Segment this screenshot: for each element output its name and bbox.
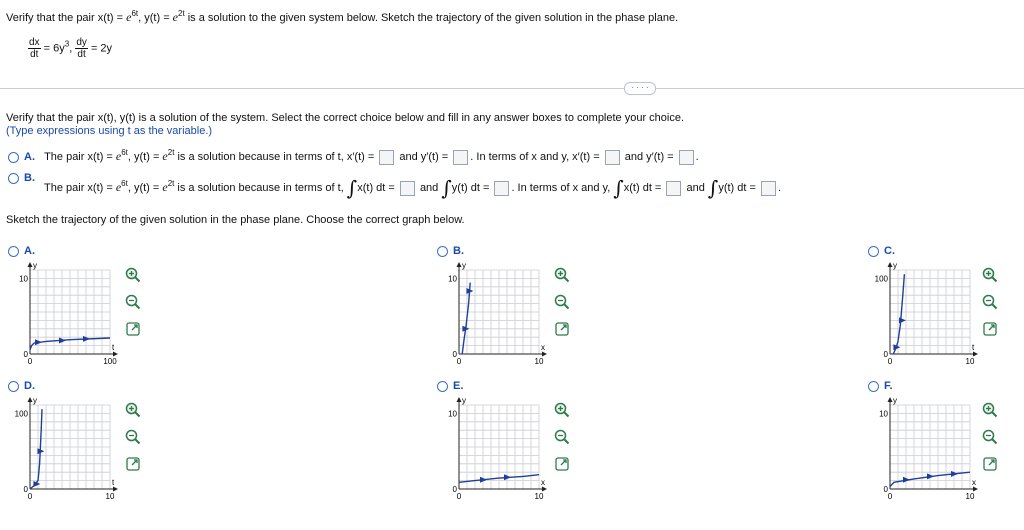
y-zero-label: 0 — [23, 350, 28, 359]
trajectory-arrow — [480, 477, 487, 483]
axes — [30, 264, 116, 354]
part1-hint: (Type expressions using t as the variable.) — [6, 125, 213, 137]
part1-instruction: Verify that the pair x(t), y(t) is a solution of the system. Select the correct choice below and fill in any answer boxes to complete your choice. — [6, 112, 685, 124]
graph-option-c[interactable] — [868, 245, 895, 257]
x-axis-arrow — [113, 352, 118, 357]
trajectory-arrow — [903, 477, 910, 483]
x-axis-label: x — [972, 478, 976, 487]
y-tick-label: 10 — [448, 409, 457, 419]
x-axis-arrow — [542, 352, 547, 357]
option-b-label: B. — [24, 172, 35, 184]
popout-icon[interactable] — [553, 455, 571, 473]
trajectory-arrow — [504, 474, 511, 480]
graph-c — [872, 262, 988, 376]
y-zero-label: 0 — [883, 350, 888, 359]
y-axis-arrow — [457, 397, 462, 402]
y-tick-label: 10 — [19, 274, 28, 284]
graph-radio-a[interactable] — [8, 246, 19, 257]
zoom-in-icon[interactable] — [124, 401, 142, 419]
y-zero-label: 0 — [883, 485, 888, 494]
graph-option-e[interactable] — [437, 380, 463, 392]
x-zero-label: 0 — [27, 357, 33, 366]
b-int-y-xy-box[interactable] — [761, 181, 776, 196]
x-tick-label: 100 — [103, 357, 117, 366]
y-axis-arrow — [28, 262, 33, 267]
y-tick-label: 100 — [874, 274, 888, 284]
graph-radio-d[interactable] — [8, 381, 19, 392]
x-tick-label: 10 — [965, 357, 975, 366]
trajectory-arrow — [35, 339, 42, 345]
graph-b — [441, 262, 557, 376]
y-tick-label: 10 — [879, 409, 888, 419]
y-axis-arrow — [888, 262, 893, 267]
graph-label: C. — [884, 245, 895, 257]
y-axis-label: y — [33, 397, 37, 405]
graph-radio-e[interactable] — [437, 381, 448, 392]
section-divider — [0, 88, 1024, 89]
zoom-out-icon[interactable] — [553, 428, 571, 446]
x-axis-label: t — [112, 478, 115, 487]
graph-radio-b[interactable] — [437, 246, 448, 257]
trajectory-arrow — [951, 471, 958, 477]
axes — [890, 399, 976, 489]
y-axis-arrow — [28, 397, 33, 402]
y-axis-label: y — [462, 397, 466, 405]
y-tick-label: 100 — [14, 409, 28, 419]
graph-option-f[interactable] — [868, 380, 893, 392]
option-b: The pair $x(t) = e^{6t}$, $y(t) = e^{2t}$ is a solution because in terms of t, ∫x(t) dt = and ∫y(t) dt = . In terms of x and y, ∫x(t) dt = and ∫y(t) dt = . — [44, 176, 782, 201]
trajectory-curve — [893, 274, 904, 354]
y-zero-label: 0 — [23, 485, 28, 494]
graph-label: D. — [24, 380, 35, 392]
x-tick-label: 10 — [965, 492, 975, 501]
graph-radio-f[interactable] — [868, 381, 879, 392]
axes — [890, 264, 976, 354]
y-axis-label: y — [893, 262, 897, 270]
option-a-label: A. — [24, 151, 35, 163]
y-axis-arrow — [457, 262, 462, 267]
popout-icon[interactable] — [981, 455, 999, 473]
popout-icon[interactable] — [124, 320, 142, 338]
zoom-out-icon[interactable] — [124, 293, 142, 311]
graph-radio-c[interactable] — [868, 246, 879, 257]
y-axis-arrow — [888, 397, 893, 402]
question-text: Verify that the pair $x(t) = e^{6t}$, $y(t) = e^{2t}$ is a solution to the given system below. Sketch the trajectory of the given solution in the phase plane. — [6, 9, 679, 24]
graph-label: F. — [884, 380, 893, 392]
a-yprime-xy-box[interactable] — [679, 150, 694, 165]
popout-icon[interactable] — [981, 320, 999, 338]
trajectory-arrow — [899, 317, 906, 323]
graph-option-b[interactable] — [437, 245, 464, 257]
zoom-in-icon[interactable] — [124, 266, 142, 284]
y-zero-label: 0 — [452, 485, 457, 494]
b-int-y-t-box[interactable] — [494, 181, 509, 196]
option-a[interactable]: A. The pair $x(t) = e^{6t}$, $y(t) = e^{2t}$ is a solution because in terms of t, x′(t) = and y′(t) = . In terms of x and y, x′(t) = and y′(t) = . — [8, 148, 699, 165]
trajectory-curve — [462, 283, 470, 354]
zoom-in-icon[interactable] — [981, 401, 999, 419]
zoom-out-icon[interactable] — [981, 293, 999, 311]
graph-e — [441, 397, 557, 511]
radio-a[interactable] — [8, 152, 19, 163]
x-tick-label: 10 — [105, 492, 115, 501]
graph-d — [12, 397, 128, 511]
graph-a — [12, 262, 128, 376]
trajectory-arrow — [59, 338, 66, 344]
a-xprime-xy-box[interactable] — [605, 150, 620, 165]
x-zero-label: 0 — [887, 492, 893, 501]
graph-option-d[interactable] — [8, 380, 35, 392]
popout-icon[interactable] — [124, 455, 142, 473]
option-b-radio-row[interactable] — [8, 172, 35, 184]
x-tick-label: 10 — [534, 492, 544, 501]
y-axis-label: y — [893, 397, 897, 405]
y-zero-label: 0 — [452, 350, 457, 359]
x-axis-label: t — [112, 343, 115, 352]
x-axis-arrow — [113, 487, 118, 492]
graph-label: A. — [24, 245, 35, 257]
zoom-out-icon[interactable] — [553, 293, 571, 311]
y-axis-label: y — [462, 262, 466, 270]
x-tick-label: 10 — [534, 357, 544, 366]
x-zero-label: 0 — [27, 492, 33, 501]
graph-label: B. — [453, 245, 464, 257]
zoom-in-icon[interactable] — [981, 266, 999, 284]
x-zero-label: 0 — [456, 357, 462, 366]
trajectory-curve — [30, 409, 42, 489]
system-equations: $\frac{dx}{dt}$ = $6y^3$, $\frac{dy}{dt}$ = 2y — [29, 37, 113, 60]
axes — [30, 399, 116, 489]
zoom-out-icon[interactable] — [981, 428, 999, 446]
zoom-out-icon[interactable] — [124, 428, 142, 446]
graph-option-a[interactable] — [8, 245, 35, 257]
a-yprime-t-box[interactable] — [453, 150, 468, 165]
popout-icon[interactable] — [553, 320, 571, 338]
x-axis-arrow — [973, 487, 978, 492]
x-zero-label: 0 — [887, 357, 893, 366]
b-int-x-t-box[interactable] — [400, 181, 415, 196]
part2-instruction: Sketch the trajectory of the given solution in the phase plane. Choose the correct graph below. — [6, 214, 465, 226]
more-button[interactable]: · · · · — [624, 82, 656, 95]
x-zero-label: 0 — [456, 492, 462, 501]
x-axis-label: x — [541, 478, 545, 487]
b-int-x-xy-box[interactable] — [666, 181, 681, 196]
graph-label: E. — [453, 380, 464, 392]
y-axis-label: y — [33, 262, 37, 270]
trajectory-arrow — [927, 473, 934, 479]
zoom-in-icon[interactable] — [553, 266, 571, 284]
a-xprime-t-box[interactable] — [379, 150, 394, 165]
x-axis-arrow — [542, 487, 547, 492]
radio-b[interactable] — [8, 173, 19, 184]
trajectory-arrow — [83, 336, 90, 342]
x-axis-arrow — [973, 352, 978, 357]
graph-f — [872, 397, 988, 511]
x-axis-label: x — [541, 343, 545, 352]
zoom-in-icon[interactable] — [553, 401, 571, 419]
axes — [459, 264, 545, 354]
y-tick-label: 10 — [448, 274, 457, 284]
x-axis-label: t — [972, 343, 975, 352]
